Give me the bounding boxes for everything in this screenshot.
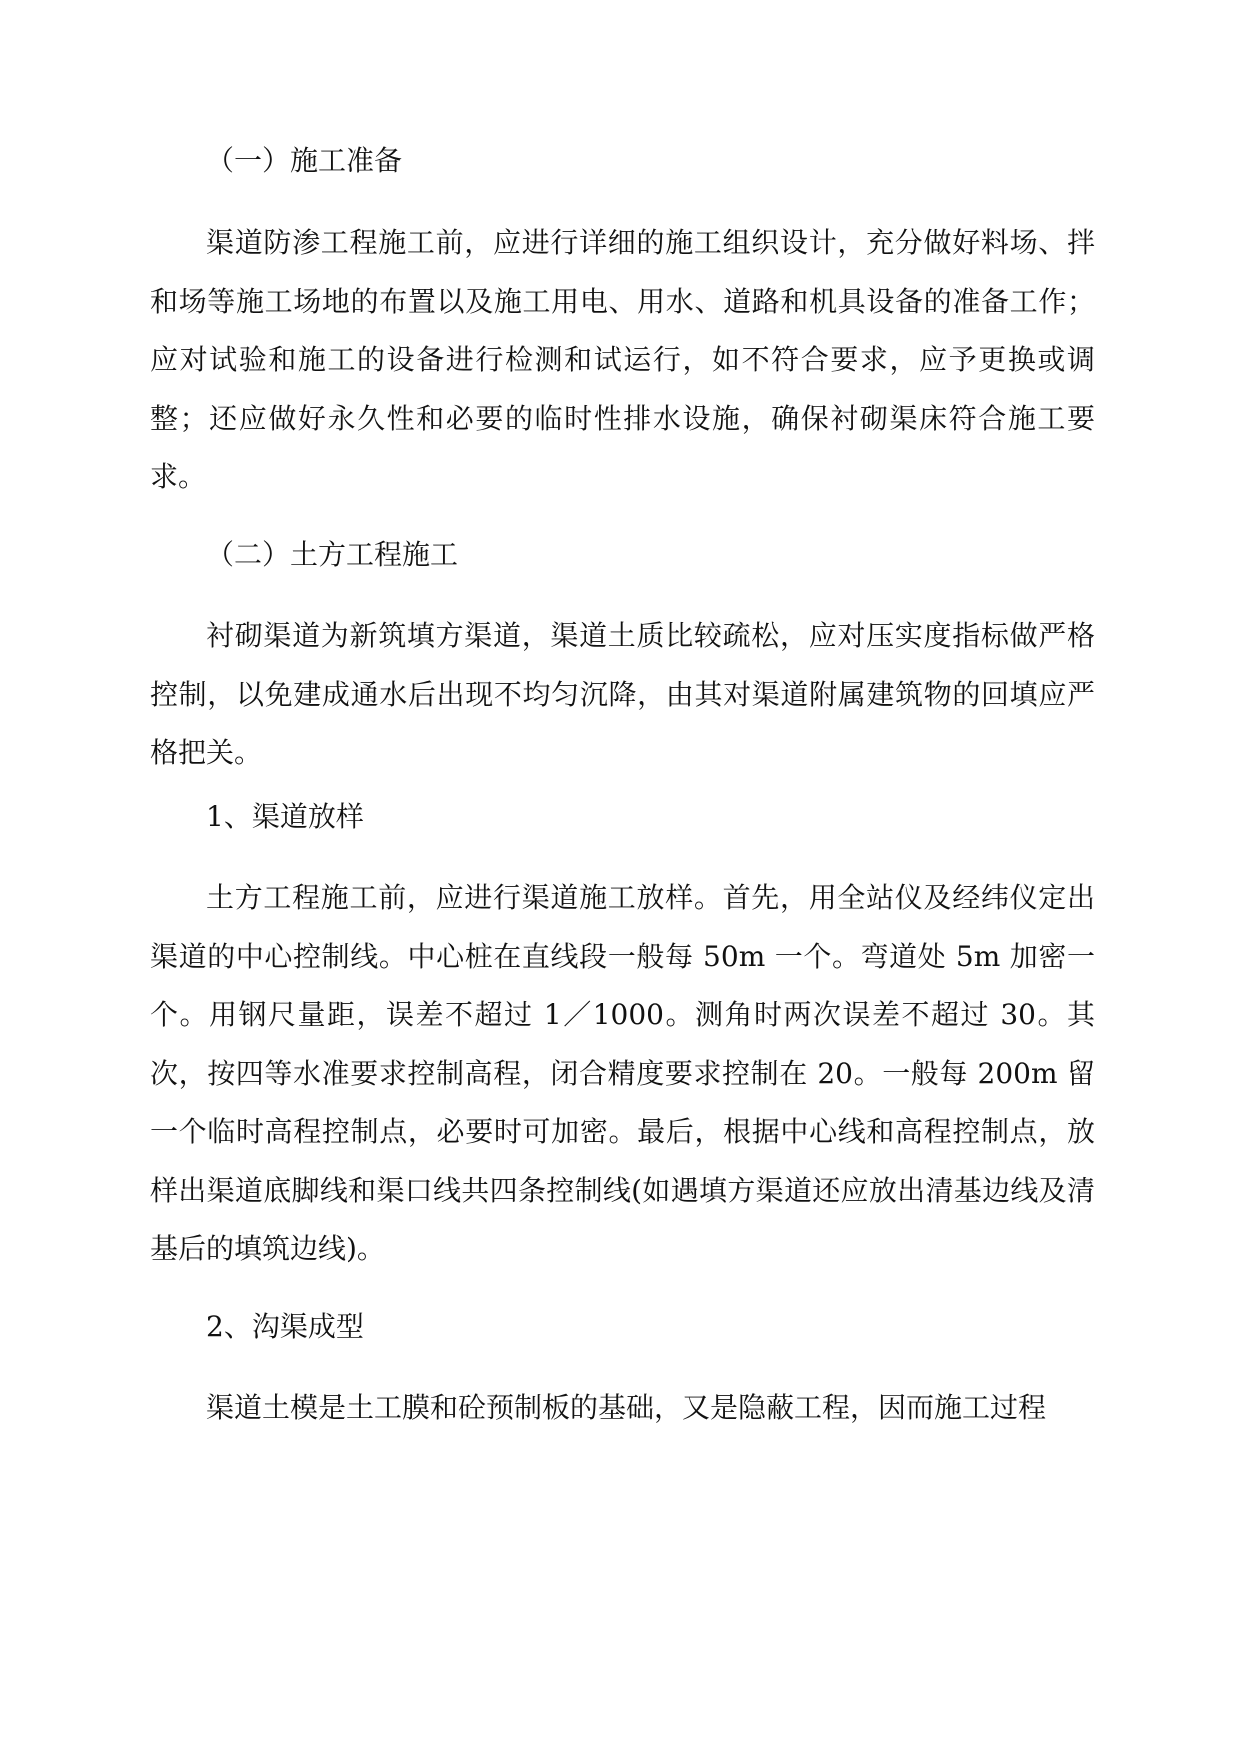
subsection-heading-2: 2、沟渠成型 [206, 1310, 364, 1343]
section-heading-1: （一）施工准备 [206, 144, 403, 177]
paragraph-4: 渠道土模是土工膜和砼预制板的基础，又是隐蔽工程，因而施工过程 [206, 1391, 1047, 1424]
paragraph-3: 土方工程施工前，应进行渠道施工放样。首先，用全站仪及经纬仪定出渠道的中心控制线。中心桩在直线段一般每 50m 一个。弯道处 5m 加密一个。用钢尺量距，误差不超过 1／1000。测角时两次误差不超过 30。其次，按四等水准要求控制高程，闭合精度要求控制在 20。一般每 200m 留一个临时高程控制点，必要时可加密。最后，根据中心线和高程控制点，放样出渠道底脚线和渠口线共四条控制线(如遇填方渠道还应放出清基边线及清基后的填筑边线)。 [150, 881, 1095, 1265]
section-heading-2: （二）土方工程施工 [206, 538, 459, 571]
paragraph-1: 渠道防渗工程施工前，应进行详细的施工组织设计，充分做好料场、拌和场等施工场地的布置以及施工用电、用水、道路和机具设备的准备工作；应对试验和施工的设备进行检测和试运行，如不符合要求，应予更换或调整；还应做好永久性和必要的临时性排水设施，确保衬砌渠床符合施工要求。 [150, 226, 1095, 493]
subsection-heading-1: 1、渠道放样 [206, 800, 364, 833]
paragraph-2: 衬砌渠道为新筑填方渠道，渠道土质比较疏松，应对压实度指标做严格控制，以免建成通水后出现不均匀沉降，由其对渠道附属建筑物的回填应严格把关。 [150, 619, 1095, 769]
